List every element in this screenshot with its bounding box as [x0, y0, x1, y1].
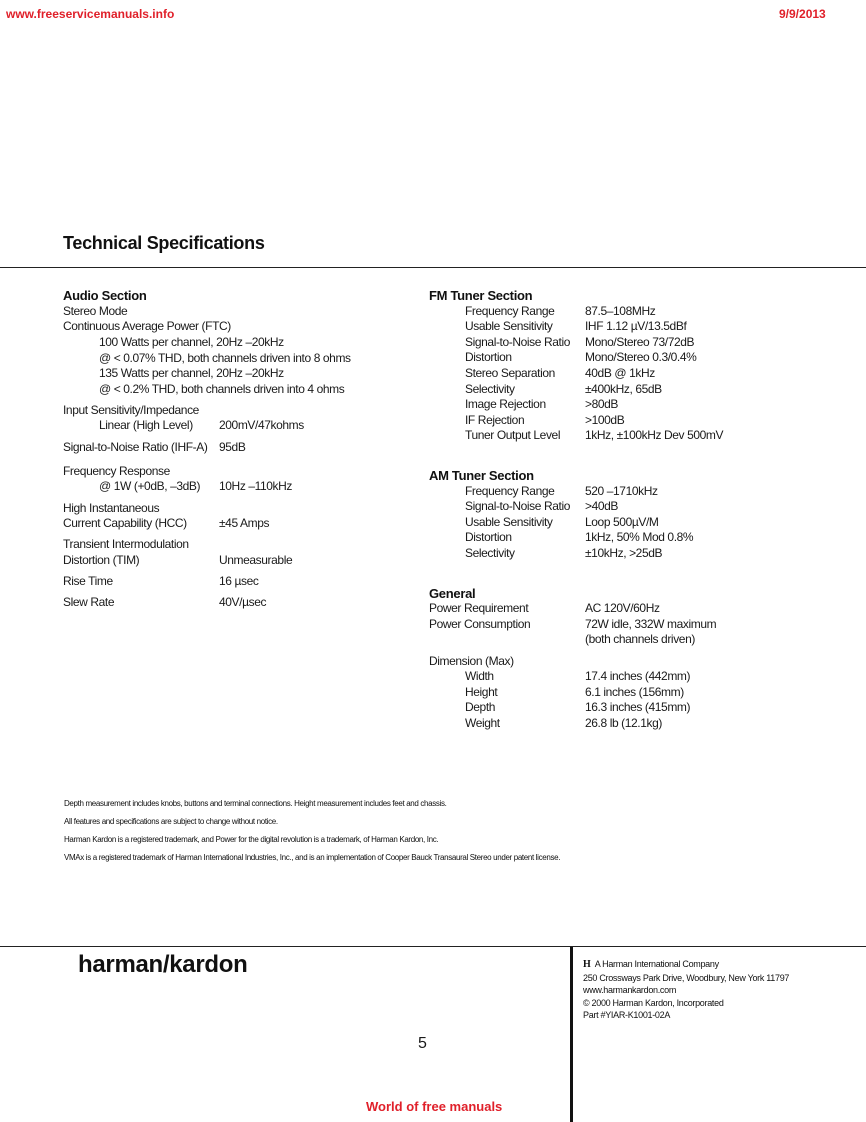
frequency-response-label: Frequency Response [63, 464, 170, 478]
am-row-label: Frequency Range [465, 484, 555, 498]
company-line [583, 958, 789, 972]
tim-label-2: Distortion (TIM) [63, 553, 140, 567]
title-divider [0, 267, 866, 268]
header-site-link[interactable]: www.freeservicemanuals.info [6, 7, 175, 21]
bottom-link[interactable]: World of free manuals [366, 1099, 503, 1114]
fm-row-value: 1kHz, ±100kHz Dev 500mV [585, 428, 724, 442]
fm-row-label: Tuner Output Level [465, 428, 561, 442]
am-row-label: Signal-to-Noise Ratio [465, 499, 570, 513]
ftc-line-3: 135 Watts per channel, 20Hz –20kHz [99, 366, 284, 380]
fm-row-value: >80dB [585, 397, 619, 411]
am-row-label: Usable Sensitivity [465, 515, 553, 529]
hcc-label-1: High Instantaneous [63, 501, 160, 515]
footnote: VMAx is a registered trademark of Harman International Industries, Inc., and is an implementation of Cooper Bauck Transaural Stereo under patent license. [64, 853, 561, 862]
dimension-row-value: 6.1 inches (156mm) [585, 685, 684, 699]
fm-row-value: 40dB @ 1kHz [585, 366, 655, 380]
input-sensitivity-label: Input Sensitivity/Impedance [63, 403, 199, 417]
snr-label: Signal-to-Noise Ratio (IHF-A) [63, 440, 208, 454]
ftc-label: Continuous Average Power (FTC) [63, 319, 231, 333]
footnote: Harman Kardon is a registered trademark, and Power for the digital revolution is a trademark, of Harman Kardon, Inc. [64, 835, 439, 844]
am-row-label: Selectivity [465, 546, 515, 560]
company-website[interactable]: www.harmankardon.com [583, 985, 677, 995]
fm-row-label: Usable Sensitivity [465, 319, 553, 333]
tim-label-1: Transient Intermodulation [63, 537, 189, 551]
fm-row-value: Mono/Stereo 0.3/0.4% [585, 350, 697, 364]
am-row-value: Loop 500µV/M [585, 515, 659, 529]
slew-rate-label: Slew Rate [63, 595, 115, 609]
power-requirement-label: Power Requirement [429, 601, 529, 615]
footnote: All features and specifications are subject to change without notice. [64, 817, 278, 826]
dimension-label: Dimension (Max) [429, 654, 514, 668]
snr-value: 95dB [219, 440, 246, 454]
dimension-row-label: Width [465, 669, 494, 683]
am-row-value: 1kHz, 50% Mod 0.8% [585, 530, 694, 544]
dimension-row-label: Weight [465, 716, 500, 730]
dimension-row-value: 16.3 inches (415mm) [585, 700, 691, 714]
fm-row-label: Stereo Separation [465, 366, 555, 380]
harman-h-icon: H [583, 959, 591, 970]
footer-divider [0, 946, 866, 947]
general-heading: General [429, 586, 476, 601]
power-consumption-label: Power Consumption [429, 617, 531, 631]
fm-row-label: Signal-to-Noise Ratio [465, 335, 570, 349]
linear-label: Linear (High Level) [99, 418, 193, 432]
ftc-line-2: @ < 0.07% THD, both channels driven into 8 ohms [99, 351, 351, 365]
fm-row-value: ±400kHz, 65dB [585, 382, 662, 396]
hcc-label-2: Current Capability (HCC) [63, 516, 187, 530]
ftc-line-1: 100 Watts per channel, 20Hz –20kHz [99, 335, 284, 349]
footnote: Depth measurement includes knobs, buttons and terminal connections. Height measurement includes feet and chassis. [64, 799, 447, 808]
company-name: A Harman International Company [594, 959, 719, 969]
dimension-row-label: Height [465, 685, 498, 699]
fm-row-label: Frequency Range [465, 304, 555, 318]
rise-time-label: Rise Time [63, 574, 113, 588]
stereo-mode-label: Stereo Mode [63, 304, 128, 318]
fm-row-value: 87.5–108MHz [585, 304, 656, 318]
am-row-label: Distortion [465, 530, 512, 544]
tim-value: Unmeasurable [219, 553, 293, 567]
power-consumption-value-2: (both channels driven) [585, 632, 695, 646]
fm-row-label: Image Rejection [465, 397, 546, 411]
am-row-value: >40dB [585, 499, 619, 513]
am-heading: AM Tuner Section [429, 468, 534, 483]
fm-row-label: Selectivity [465, 382, 515, 396]
dimension-row-value: 17.4 inches (442mm) [585, 669, 691, 683]
fm-row-value: IHF 1.12 µV/13.5dBf [585, 319, 687, 333]
slew-rate-value: 40V/µsec [219, 595, 267, 609]
fm-heading: FM Tuner Section [429, 288, 533, 303]
linear-value: 200mV/47kohms [219, 418, 304, 432]
company-address: 250 Crossways Park Drive, Woodbury, New York 11797 [583, 972, 790, 983]
fm-row-label: IF Rejection [465, 413, 525, 427]
company-info [583, 958, 789, 1022]
power-requirement-value: AC 120V/60Hz [585, 601, 660, 615]
header-date: 9/9/2013 [779, 7, 826, 21]
fm-row-value: >100dB [585, 413, 625, 427]
footer-vertical-rule [570, 947, 573, 1122]
brand-logo: harman/kardon [78, 951, 248, 978]
copyright: © 2000 Harman Kardon, Incorporated [583, 997, 724, 1008]
dimension-row-value: 26.8 lb (12.1kg) [585, 716, 662, 730]
page-title: Technical Specifications [63, 233, 265, 253]
audio-heading: Audio Section [63, 288, 147, 303]
frequency-response-sub: @ 1W (+0dB, –3dB) [99, 479, 201, 493]
dimension-row-label: Depth [465, 700, 496, 714]
fm-row-value: Mono/Stereo 73/72dB [585, 335, 695, 349]
ftc-line-4: @ < 0.2% THD, both channels driven into 4 ohms [99, 382, 345, 396]
fm-row-label: Distortion [465, 350, 512, 364]
part-number: Part #YIAR-K1001-02A [583, 1010, 671, 1020]
page-number: 5 [418, 1035, 427, 1052]
rise-time-value: 16 µsec [219, 574, 259, 588]
frequency-response-value: 10Hz –110kHz [219, 479, 293, 493]
am-row-value: 520 –1710kHz [585, 484, 658, 498]
hcc-value: ±45 Amps [219, 516, 270, 530]
power-consumption-value-1: 72W idle, 332W maximum [585, 617, 717, 631]
am-row-value: ±10kHz, >25dB [585, 546, 663, 560]
